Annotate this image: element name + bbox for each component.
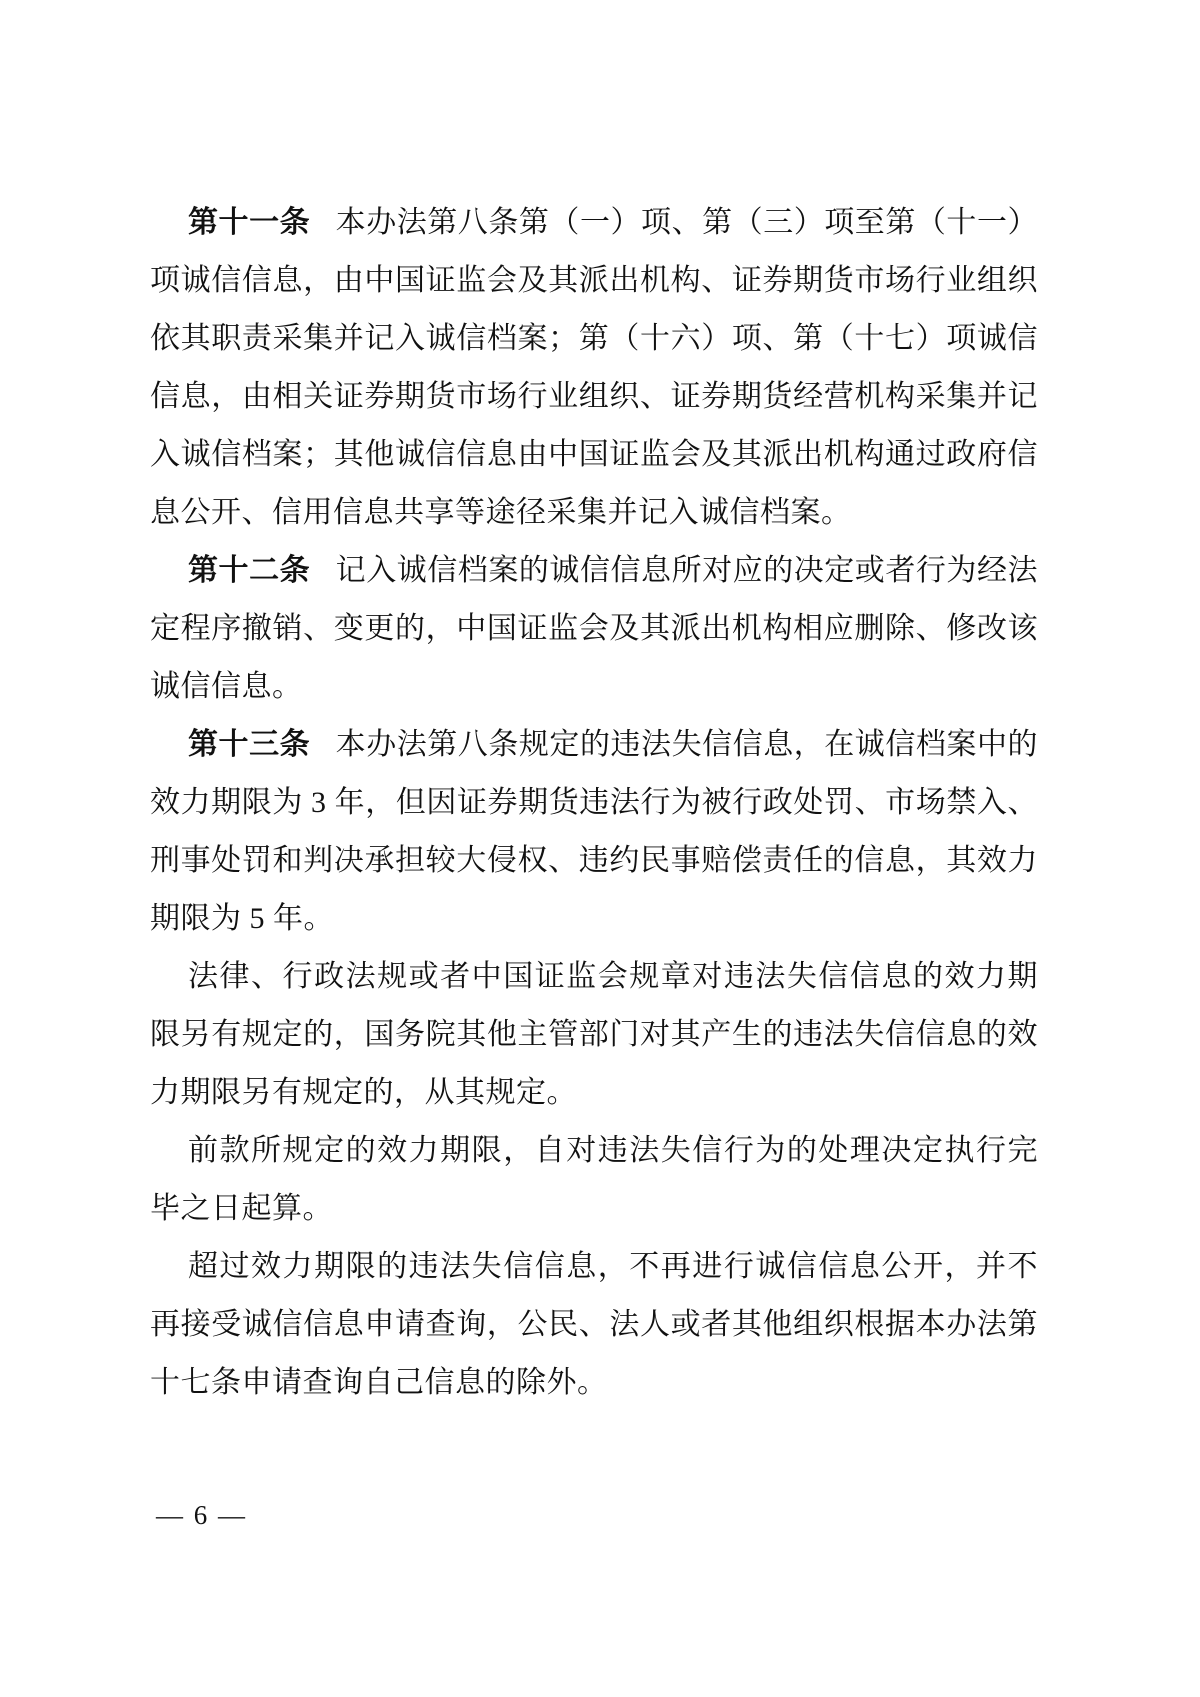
article-number-label: 第十三条 <box>188 728 311 761</box>
paragraph-text: 本办法第八条第（一）项、第（三）项至第（十一）项诚信信息，由中国证监会及其派出机构、证券期货市场行业组织依其职责采集并记入诚信档案；第（十六）项、第（十七）项诚信信息，由相关证券期货市场行业组织、证券期货经营机构采集并记入诚信档案；其他诚信信息由中国证监会及其派出机构通过政府信息公开、信用信息共享等途径采集并记入诚信档案。 <box>150 206 1039 529</box>
article-number-label: 第十一条 <box>188 206 311 239</box>
article-number-label: 第十二条 <box>188 554 311 587</box>
document-body <box>150 194 1038 1412</box>
paragraph-text: 本办法第八条规定的违法失信信息，在诚信档案中的效力期限为 3 年，但因证券期货违法行为被行政处罚、市场禁入、刑事处罚和判决承担较大侵权、违约民事赔偿责任的信息，其效力期限为 5 年。 <box>150 728 1039 935</box>
paragraph-text: 法律、行政法规或者中国证监会规章对违法失信信息的效力期限另有规定的，国务院其他主管部门对其产生的违法失信信息的效力期限另有规定的，从其规定。 <box>150 960 1038 1109</box>
paragraph-text: 前款所规定的效力期限，自对违法失信行为的处理决定执行完毕之日起算。 <box>150 1134 1038 1225</box>
paragraph <box>150 1238 1038 1412</box>
paragraph <box>150 716 1038 948</box>
paragraph-text: 超过效力期限的违法失信信息，不再进行诚信信息公开，并不再接受诚信信息申请查询，公民、法人或者其他组织根据本办法第十七条申请查询自己信息的除外。 <box>150 1250 1038 1399</box>
paragraph-text: 记入诚信档案的诚信信息所对应的决定或者行为经法定程序撤销、变更的，中国证监会及其派出机构相应删除、修改该诚信信息。 <box>150 554 1039 703</box>
page-number: — 6 — <box>156 1500 247 1530</box>
paragraph <box>150 542 1038 716</box>
paragraph <box>150 948 1038 1122</box>
paragraph <box>150 1122 1038 1238</box>
paragraph <box>150 194 1038 542</box>
